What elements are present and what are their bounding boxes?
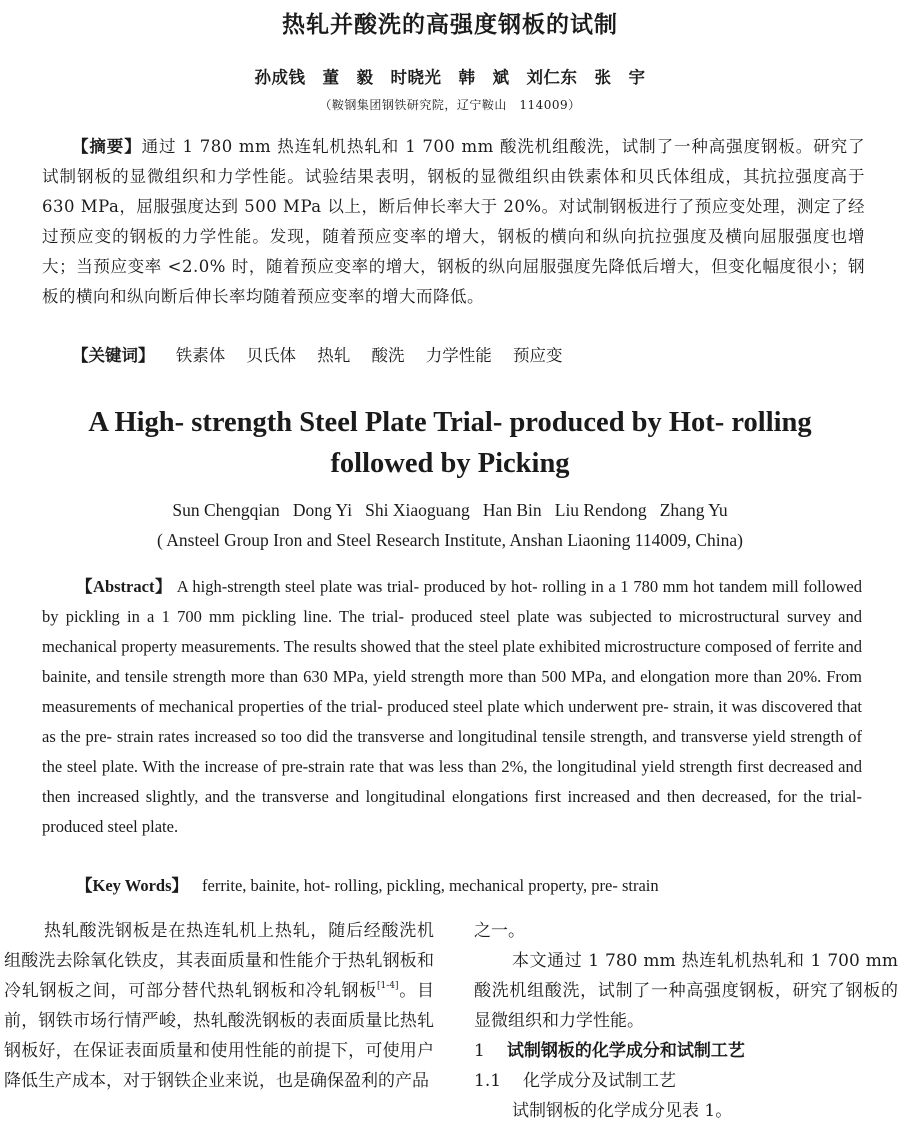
subsection-number: 1.1 xyxy=(474,1071,502,1091)
keyword: 贝氏体 xyxy=(246,346,296,365)
chinese-abstract xyxy=(42,132,865,312)
chinese-keywords xyxy=(72,342,563,370)
english-keywords-label: 【Key Words】 xyxy=(76,876,188,895)
chinese-abstract-label: 【摘要】 xyxy=(72,137,142,156)
english-keywords xyxy=(76,872,659,900)
keyword: 铁素体 xyxy=(175,346,226,365)
english-title xyxy=(0,402,900,484)
chinese-title: 热轧并酸洗的高强度钢板的试制 xyxy=(282,12,618,38)
body-paragraph: 热轧酸洗钢板是在热连轧机上热轧，随后经酸洗机组酸洗去除氧化铁皮，其表面质量和性能介于热轧钢板和冷轧钢板之间，可部分替代热轧钢板和冷轧钢板 xyxy=(4,921,434,1001)
english-affiliation: ( Ansteel Group Iron and Steel Research Institute, Anshan Liaoning 114009, China) xyxy=(157,530,743,550)
english-authors: Sun Chengqian Dong Yi Shi Xiaoguang Han Bin Liu Rendong Zhang Yu xyxy=(172,500,728,520)
body-paragraph: 本文通过 1 780 mm 热连轧机热轧和 1 700 mm 酸洗机组酸洗，试制了一种高强度钢板，研究了钢板的显微组织和力学性能。 xyxy=(474,951,898,1031)
chinese-affiliation: （鞍钢集团钢铁研究院，辽宁鞍山 114009） xyxy=(319,98,581,112)
body-paragraph: 之一。 xyxy=(474,921,525,941)
english-keywords-text: ferrite, bainite, hot- rolling, pickling, mechanical property, pre- strain xyxy=(202,876,659,895)
citation: [1-4] xyxy=(376,981,399,991)
chinese-abstract-text: 通过 1 780 mm 热连轧机热轧和 1 700 mm 酸洗机组酸洗，试制了一种高强度钢板。研究了试制钢板的显微组织和力学性能。试验结果表明，钢板的显微组织由铁素体和贝氏体组成，其抗拉强度高于 630 MPa，屈服强度达到 500 MPa 以上，断后伸长率大于 20%。对试制钢板进行了预应变处理，测定了经过预应变的钢板的力学性能。发现，随着预应变率的增大，钢板的横向和纵向抗拉强度及横向屈服强度也增大；当预应变率 <2.0% 时，随着预应变率的增大，钢板的纵向屈服强度先降低后增大，但变化幅度很小；钢板的横向和纵向断后伸长率均随着预应变率的增大而降低。 xyxy=(42,137,865,306)
english-abstract xyxy=(42,572,862,842)
chinese-keywords-label: 【关键词】 xyxy=(72,346,155,365)
keyword: 力学性能 xyxy=(425,346,492,365)
section-heading xyxy=(474,1036,898,1066)
body-right-column xyxy=(474,916,898,1126)
subsection-heading xyxy=(474,1066,898,1096)
keyword: 预应变 xyxy=(513,346,563,365)
chinese-authors: 孙成钱 董 毅 时晓光 韩 斌 刘仁东 张 宇 xyxy=(254,68,646,87)
section-number: 1 xyxy=(474,1041,485,1061)
body-paragraph: 。目前，钢铁市场行情严峻，热轧酸洗钢板的表面质量比热轧钢板好，在保证表面质量和使用性能的前提下，可使用户降低生产成本，对于钢铁企业来说，也是确保盈利的产品 xyxy=(4,981,435,1091)
section-title: 试制钢板的化学成分和试制工艺 xyxy=(506,1041,745,1061)
keyword: 热轧 xyxy=(317,346,351,365)
english-abstract-label: 【Abstract】 xyxy=(76,577,173,596)
english-title-line: A High- strength Steel Plate Trial- produced by Hot- rolling xyxy=(88,407,812,438)
subsection-title: 化学成分及试制工艺 xyxy=(523,1071,677,1091)
body-paragraph: 试制钢板的化学成分见表 1。 xyxy=(512,1101,733,1121)
keyword: 酸洗 xyxy=(371,346,405,365)
body-left-column xyxy=(4,916,434,1096)
english-title-line: followed by Picking xyxy=(330,448,570,479)
english-abstract-text: A high-strength steel plate was trial- produced by hot- rolling in a 1 780 mm hot tandem mill followed by pickling in a 1 700 mm pickling line. The trial- produced steel plate was subjected to microstructural survey and mechanical property measurements. The results showed that the steel plate exhibited microstructure composed of ferrite and bainite, and tensile strength more than 630 MPa, yield strength more than 500 MPa, and elongation more than 20%. From measurements of mechanical properties of the trial- produced steel plate which underwent pre- strain, it was discovered that as the pre- strain rates increased so too did the transverse and longitudinal tensile strength, and transverse yield strength of the steel plate. With the increase of pre-strain rate that was less than 2%, the longitudinal yield strength first decreased and then increased slightly, and the transverse and longitudinal elongations first increased and then decreased, for the trial- produced steel plate. xyxy=(42,577,863,836)
